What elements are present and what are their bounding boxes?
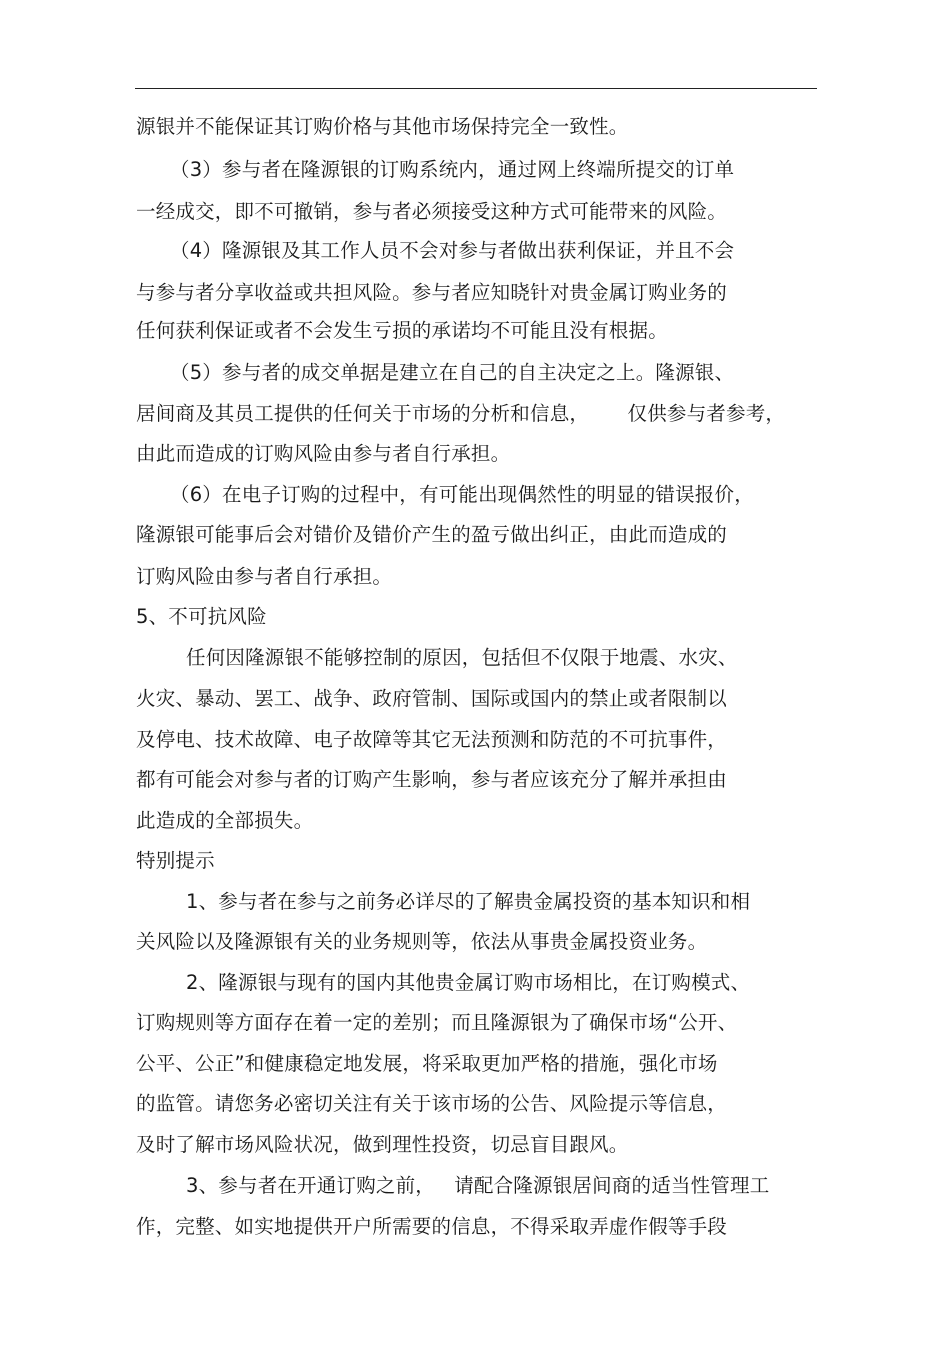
text-line-17: 都有可能会对参与者的订购产生影响，参与者应该充分了解并承担由	[136, 768, 728, 791]
section-heading-special-notice: 特别提示	[136, 849, 215, 872]
text-line-10: （6）在电子订购的过程中，有可能出现偶然性的明显的错误报价，	[170, 483, 754, 506]
text-line-21: 关风险以及隆源银有关的业务规则等，依法从事贵金属投资业务。	[136, 930, 708, 953]
text-line-2: （3）参与者在隆源银的订购系统内，通过网上终端所提交的订单	[170, 158, 735, 181]
header-rule	[135, 88, 817, 89]
text-line-5: 与参与者分享收益或共担风险。参与者应知晓针对贵金属订购业务的	[136, 281, 728, 304]
text-line-9: 由此而造成的订购风险由参与者自行承担。	[136, 442, 511, 465]
text-line-1: 源银并不能保证其订购价格与其他市场保持完全一致性。	[136, 115, 629, 138]
text-line-25: 的监管。请您务必密切关注有关于该市场的公告、风险提示等信息，	[136, 1092, 728, 1115]
text-line-22: 2、隆源银与现有的国内其他贵金属订购市场相比，在订购模式、	[186, 971, 751, 994]
text-line-3: 一经成交，即不可撤销，参与者必须接受这种方式可能带来的风险。	[136, 200, 728, 223]
section-heading-force-majeure: 5、不可抗风险	[136, 605, 267, 628]
text-line-28: 作，完整、如实地提供开户所需要的信息，不得采取弄虚作假等手段	[136, 1215, 728, 1238]
text-line-12: 订购风险由参与者自行承担。	[136, 565, 393, 588]
text-line-16: 及停电、技术故障、电子故障等其它无法预测和防范的不可抗事件，	[136, 728, 728, 751]
text-line-8: 居间商及其员工提供的任何关于市场的分析和信息， 仅供参与者参考，	[136, 402, 786, 425]
text-line-7: （5）参与者的成交单据是建立在自己的自主决定之上。隆源银、	[170, 361, 735, 384]
text-line-11: 隆源银可能事后会对错价及错价产生的盈亏做出纠正，由此而造成的	[136, 523, 728, 546]
text-line-6: 任何获利保证或者不会发生亏损的承诺均不可能且没有根据。	[136, 319, 668, 342]
text-line-23: 订购规则等方面存在着一定的差别；而且隆源银为了确保市场“公开、	[136, 1011, 738, 1034]
text-line-24: 公平、公正”和健康稳定地发展，将采取更加严格的措施，强化市场	[136, 1052, 718, 1075]
text-line-27: 3、参与者在开通订购之前， 请配合隆源银居间商的适当性管理工	[186, 1174, 770, 1197]
text-line-14: 任何因隆源银不能够控制的原因，包括但不仅限于地震、水灾、	[186, 646, 738, 669]
text-line-26: 及时了解市场风险状况，做到理性投资，切忌盲目跟风。	[136, 1133, 629, 1156]
text-line-4: （4）隆源银及其工作人员不会对参与者做出获利保证，并且不会	[170, 239, 735, 262]
text-line-20: 1、参与者在参与之前务必详尽的了解贵金属投资的基本知识和相	[186, 890, 751, 913]
text-line-18: 此造成的全部损失。	[136, 809, 314, 832]
text-line-15: 火灾、暴动、罢工、战争、政府管制、国际或国内的禁止或者限制以	[136, 687, 728, 710]
